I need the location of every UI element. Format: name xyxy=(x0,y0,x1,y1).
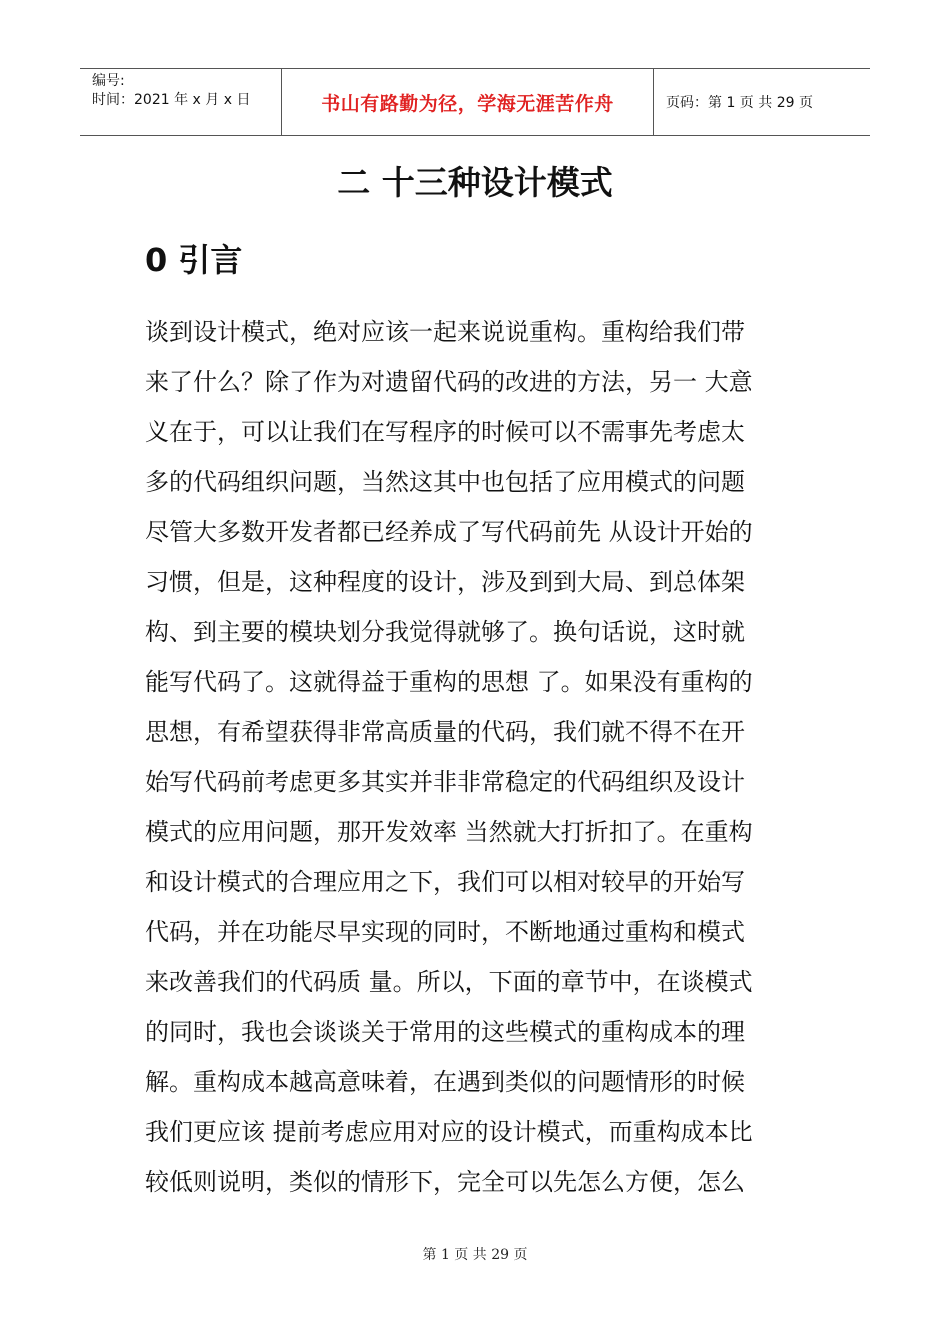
document-date-label: 时间：2021 年 x 月 x 日 xyxy=(92,92,251,108)
body-line: 较低则说明，类似的情形下，完全可以先怎么方便，怎么 xyxy=(145,1168,745,1196)
body-line: 解。重构成本越高意味着，在遇到类似的问题情形的时候 xyxy=(145,1068,745,1096)
body-line: 来了什么？除了作为对遗留代码的改进的方法，另一 大意 xyxy=(145,368,753,396)
body-line: 多的代码组织问题，当然这其中也包括了应用模式的问题 xyxy=(145,468,745,496)
document-title: 二 十三种设计模式 xyxy=(337,163,613,202)
body-line: 来改善我们的代码质 量。所以，下面的章节中，在谈模式 xyxy=(145,968,753,996)
body-line: 思想，有希望获得非常高质量的代码，我们就不得不在开 xyxy=(145,718,745,746)
header-page-info: 页码：第 1 页 共 29 页 xyxy=(666,95,813,111)
page-header xyxy=(80,68,870,136)
body-paragraph xyxy=(145,307,810,1207)
body-line: 和设计模式的合理应用之下，我们可以相对较早的开始写 xyxy=(145,868,745,896)
body-line: 构、到主要的模块划分我觉得就够了。换句话说，这时就 xyxy=(145,618,745,646)
body-line: 义在于，可以让我们在写程序的时候可以不需事先考虑太 xyxy=(145,418,745,446)
body-line: 的同时，我也会谈谈关于常用的这些模式的重构成本的理 xyxy=(145,1018,745,1046)
body-line: 谈到设计模式，绝对应该一起来说说重构。重构给我们带 xyxy=(145,318,745,346)
body-line: 能写代码了。这就得益于重构的思想 了。如果没有重构的 xyxy=(145,668,753,696)
body-line: 习惯，但是，这种程度的设计，涉及到到大局、到总体架 xyxy=(145,568,745,596)
body-line: 模式的应用问题，那开发效率 当然就大打折扣了。在重构 xyxy=(145,818,753,846)
header-motto: 书山有路勤为径，学海无涯苦作舟 xyxy=(282,69,654,135)
document-code-label: 编号: xyxy=(92,73,125,89)
section-heading: 0 引言 xyxy=(145,241,243,279)
body-line: 我们更应该 提前考虑应用对应的设计模式，而重构成本比 xyxy=(145,1118,753,1146)
body-line: 代码，并在功能尽早实现的同时，不断地通过重构和模式 xyxy=(145,918,745,946)
header-meta-cell xyxy=(80,69,282,135)
page-footer: 第 1 页 共 29 页 xyxy=(422,1247,528,1263)
body-line: 始写代码前考虑更多其实并非非常稳定的代码组织及设计 xyxy=(145,768,745,796)
body-line: 尽管大多数开发者都已经养成了写代码前先 从设计开始的 xyxy=(145,518,753,546)
